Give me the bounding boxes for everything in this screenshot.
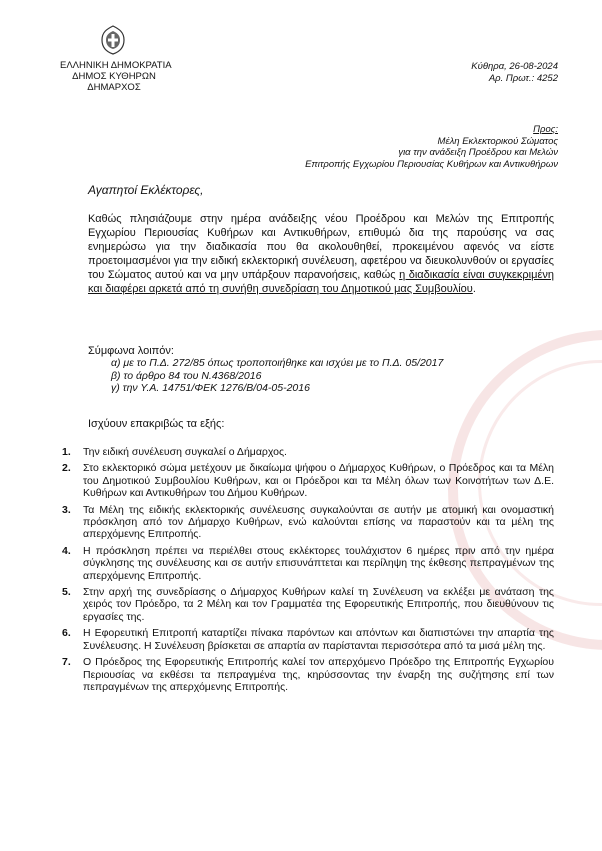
list-item-number: 7. [62, 656, 71, 669]
greek-coat-of-arms-icon [98, 24, 128, 56]
intro-end: . [472, 282, 476, 295]
list-item-text: Ο Πρόεδρος της Εφορευτικής Επιτροπής καλεί τον απερχόμενο Πρόεδρο της Επιτροπής Εγχωρίου Περιουσίας να εκθέσει τα πεπραγμένα της, κηρύσσοντας την έναρξη της συζήτησης επί των πεπραγμένων της απερχόμενης Επιτροπής. [83, 656, 554, 693]
recipient-line-3: Επιτροπής Εγχωρίου Περιουσίας Κυθήρων και Αντικυθήρων [305, 158, 558, 170]
document-meta [471, 61, 558, 85]
list-item-text: Τα Μέλη της ειδικής εκλεκτορικής συνέλευσης συγκαλούνται σε αυτήν με ατομική και ονομαστική πρόσκληση από τον Δήμαρχο Κυθήρων, ενώ καλούνται επίσης να παραστούν και τα μέλη της απερχόμενης Επιτροπής. [83, 503, 554, 541]
list-item-number: 5. [62, 586, 71, 599]
recipient-line-1: Μέλη Εκλεκτορικού Σώματος [437, 135, 558, 147]
header-country: ΕΛΛΗΝΙΚΗ ΔΗΜΟΚΡΑΤΙΑ [60, 60, 172, 71]
header-municipality: ΔΗΜΟΣ ΚΥΘΗΡΩΝ [72, 71, 156, 82]
list-item [62, 586, 554, 623]
list-item [62, 446, 554, 458]
according-heading: Σύμφωνα λοιπόν: [88, 345, 174, 357]
list-item [62, 627, 554, 652]
list-item-number: 6. [62, 627, 71, 640]
protocol-number: Αρ. Πρωτ.: 4252 [488, 73, 558, 84]
recipient-block [305, 124, 558, 170]
list-item-number: 4. [62, 544, 71, 557]
reference-c: γ) την Υ.Α. 14751/ΦΕΚ 1276/Β/04-05-2016 [111, 382, 310, 395]
document-date: Κύθηρα, 26-08-2024 [471, 61, 558, 72]
issuer-header [60, 60, 172, 93]
intro-underlined-text: η διαδικασία είναι συγκεκριμένη και διαφέρει αρκετά από τη συνήθη συνεδρίαση του Δημοτικού μας Συμβουλίου [88, 268, 554, 295]
list-item [62, 504, 554, 541]
greeting: Αγαπητοί Εκλέκτορες, [88, 183, 204, 197]
list-item [62, 462, 554, 499]
list-item-text: Την ειδική συνέλευση συγκαλεί ο Δήμαρχος. [83, 446, 287, 458]
list-item-text: Στην αρχή της συνεδρίασης ο Δήμαρχος Κυθήρων καλεί τη Συνέλευση να εκλέξει με ανάταση της χειρός τον Πρόεδρο, τα 2 Μέλη και τον Γραμματέα της Εφορευτικής Επιτροπής, που διευθύνουν τις εργασίες της. [83, 586, 554, 623]
list-item-number: 3. [62, 503, 71, 516]
intro-paragraph [88, 213, 554, 296]
list-item-number: 2. [62, 462, 71, 475]
procedure-list [62, 446, 554, 693]
legal-references [111, 357, 443, 395]
list-item [62, 545, 554, 582]
list-item-text: Στο εκλεκτορικό σώμα μετέχουν με δικαίωμα ψήφου ο Δήμαρχος Κυθήρων, ο Πρόεδρος και τα Μέλη του Δημοτικού Συμβουλίου Κυθήρων, και οι Πρόεδροι και τα Μέλη όλων των Κοινοτήτων των Δ.Ε. Κυθήρων και Αντικυθήρων του Δήμου Κυθήρων. [83, 462, 554, 500]
intro-text: Καθώς πλησιάζουμε στην ημέρα ανάδειξης νέου Προέδρου και Μελών της Επιτροπής Εγχωρίου Περιουσίας Κυθήρων και Αντικυθήρων, επιθυμώ δια της παρούσης να σας ενημερώσω για την διαδικασία που θα ακολουθηθεί, προκειμένου αφενός να είστε προετοιμασμένοι για την ειδική εκλεκτορική συνέλευση, αφετέρου να διευκολυνθούν οι εργασίες του Σώματος αυτού και να μην υπάρξουν παρανοήσεις, καθώς [88, 213, 554, 281]
list-item [62, 656, 554, 693]
applies-heading: Ισχύουν επακριβώς τα εξής: [88, 418, 225, 430]
list-item-text: Η Εφορευτική Επιτροπή καταρτίζει πίνακα παρόντων και απόντων και διαπιστώνει την απαρτία της Συνέλευσης. Η Συνέλευση βρίσκεται σε απαρτία αν παρίστανται περισσότερα από τα μισά μέλη της. [83, 627, 554, 652]
reference-a: α) με το Π.Δ. 272/85 όπως τροποποιήθηκε και ισχύει με το Π.Δ. 05/2017 [111, 357, 444, 369]
list-item-number: 1. [62, 446, 71, 458]
header-office: ΔΗΜΑΡΧΟΣ [87, 82, 141, 93]
list-item-text: Η πρόσκληση πρέπει να περιέλθει στους εκλέκτορες τουλάχιστον 6 ημέρες πριν από την ημέρα σύγκλησης της συνέλευσης και σε αυτήν επισυνάπτεται και περίληψη της έκθεσης πεπραγμένων της απερχόμενης Επιτροπής. [83, 544, 554, 582]
recipient-label: Προς: [533, 124, 558, 135]
recipient-line-2: για την ανάδειξη Προέδρου και Μελών [398, 147, 558, 158]
reference-b: β) το άρθρο 84 του Ν.4368/2016 [111, 369, 262, 382]
